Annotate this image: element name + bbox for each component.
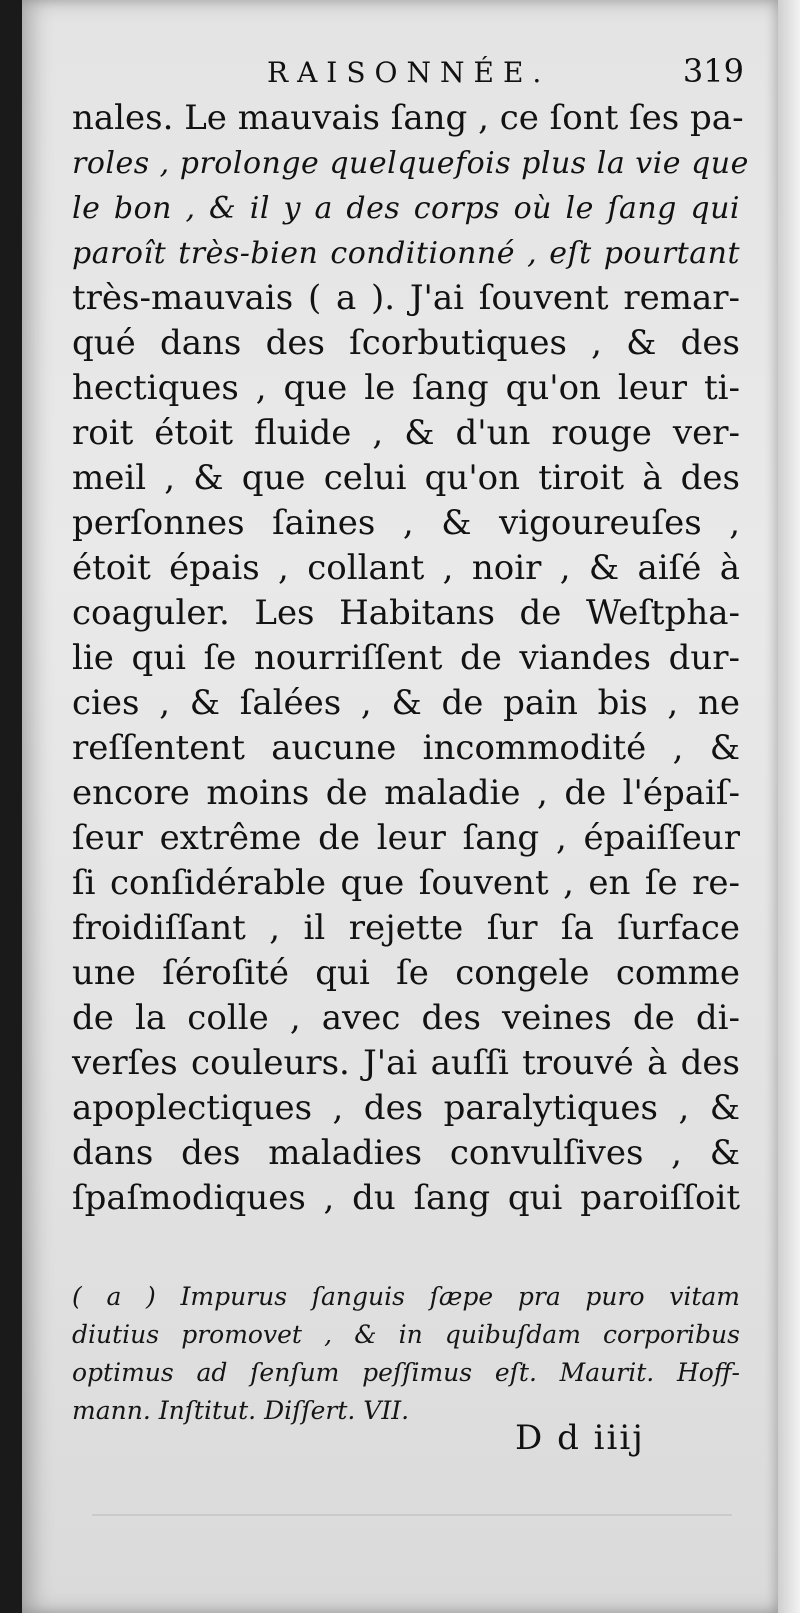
footnote-line: diutius promovet , & in quibuſdam corporibus — [72, 1320, 740, 1349]
text-line: hectiques , que le ſang qu'on leur ti- — [72, 368, 740, 408]
text-line: paroît très-bien conditionné , eſt pourtant — [72, 236, 740, 271]
footnote-line: ( a ) Impurus ſanguis ſæpe pra puro vitam — [72, 1282, 740, 1311]
text-line: le bon , & il y a des corps où le ſang qui — [72, 191, 740, 226]
text-line: coaguler. Les Habitans de Weſtpha- — [72, 593, 740, 633]
text-line: étoit épais , collant , noir , & aiſé à — [72, 548, 740, 588]
text-line: roles , prolonge quelquefois plus la vie que — [72, 146, 749, 181]
text-line: qué dans des ſcorbutiques , & des — [72, 323, 740, 363]
text-line: ſi conſidérable que ſouvent , en ſe re- — [72, 863, 740, 903]
text-line: de la colle , avec des veines de di- — [72, 998, 740, 1038]
text-line: dans des maladies convulſives , & — [72, 1133, 740, 1173]
text-line: une ſéroſité qui ſe congele comme — [72, 953, 740, 993]
running-head-title: RAISONNÉE. — [267, 56, 551, 89]
signature-mark: D d iiij — [515, 1418, 645, 1458]
text-line: encore moins de maladie , de l'épaiſ- — [72, 773, 740, 813]
page-fold-shadow — [92, 1514, 732, 1516]
text-line: perſonnes ſaines , & vigoureuſes , — [72, 503, 740, 543]
text-line: verſes couleurs. J'ai auſſi trouvé à des — [72, 1043, 740, 1083]
body-text — [72, 96, 749, 1221]
text-line: nales. Le mauvais ſang , ce ſont ſes pa- — [72, 98, 744, 138]
running-head — [72, 52, 752, 98]
text-line: ſpaſmodiques , du ſang qui paroiſſoit — [72, 1178, 740, 1218]
book-page — [22, 0, 778, 1613]
text-line: meil , & que celui qu'on tiroit à des — [72, 458, 740, 498]
text-line: apoplectiques , des paralytiques , & — [72, 1088, 740, 1128]
text-line: froidiſſant , il rejette ſur ſa ſurface — [72, 908, 740, 948]
footnote-line: mann. Inſtitut. Diſſert. VII. — [72, 1396, 410, 1425]
footnote — [72, 1278, 740, 1430]
text-line: cies , & ſalées , & de pain bis , ne — [72, 683, 740, 723]
text-line: lie qui ſe nourriſſent de viandes dur- — [72, 638, 740, 678]
page-edge — [778, 0, 800, 1613]
footnote-line: optimus ad ſenſum peſſimus eſt. Maurit. Hoff- — [72, 1358, 740, 1387]
text-line: reſſentent aucune incommodité , & — [72, 728, 740, 768]
page-number: 319 — [682, 52, 744, 90]
text-line: très-mauvais ( a ). J'ai ſouvent remar- — [72, 278, 740, 318]
text-line: roit étoit fluide , & d'un rouge ver- — [72, 413, 740, 453]
text-line: ſeur extrême de leur ſang , épaiſſeur — [72, 818, 740, 858]
